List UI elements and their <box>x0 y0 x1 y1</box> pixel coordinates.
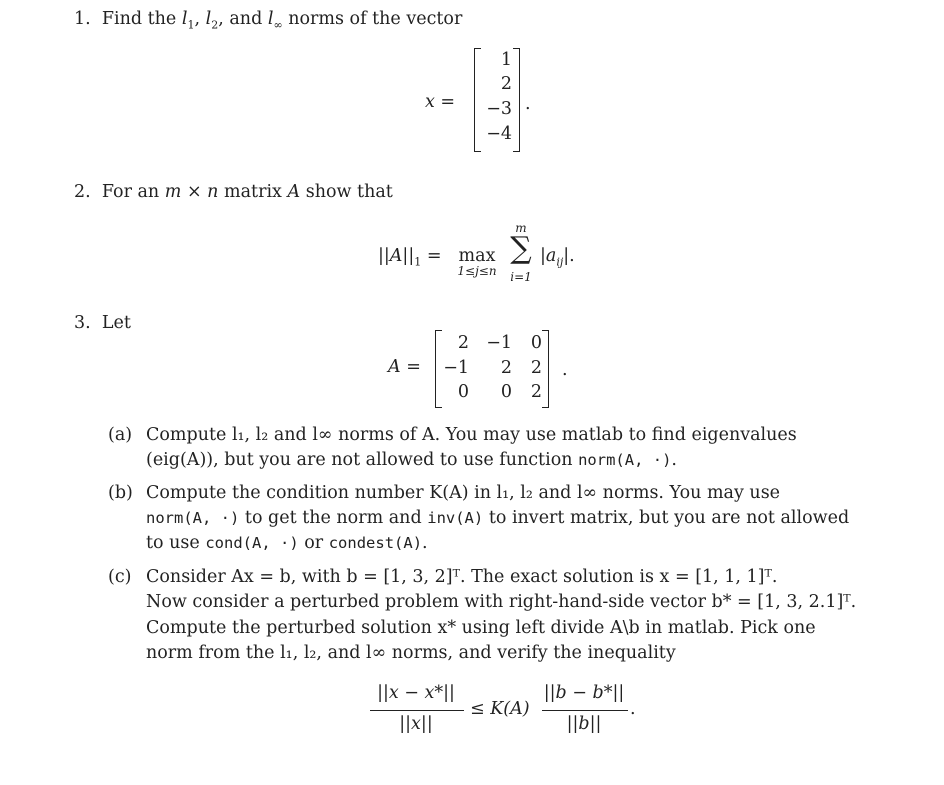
part-a-line1: Compute l₁, l₂ and l∞ norms of A. You may use matlab to find eigenvalues <box>146 425 797 445</box>
period: . <box>562 360 568 380</box>
matrix-cell: 0 <box>500 382 512 402</box>
part-a-label: (a) <box>108 425 133 445</box>
matrix-lhs: A = <box>388 357 421 377</box>
matrix-cell: −1 <box>486 333 512 353</box>
matrix-cell: 2 <box>500 358 512 378</box>
problem-number: 1. <box>74 9 91 29</box>
period: . <box>630 699 636 719</box>
part-c-label: (c) <box>108 567 132 587</box>
vector-entry: 2 <box>500 74 512 94</box>
problem-number: 3. <box>74 313 91 333</box>
part-b-line3: to use cond(A, ·) or condest(A). <box>146 533 428 553</box>
part-b-label: (b) <box>108 483 133 503</box>
fraction-denominator: ||x|| <box>399 714 433 734</box>
matrix-cell: 2 <box>530 358 542 378</box>
part-c-line3: Compute the perturbed solution x* using left divide A\b in matlab. Pick one <box>146 618 816 638</box>
part-a-line2: (eig(A)), but you are not allowed to use function norm(A, ·). <box>146 450 677 470</box>
matrix-cell: 2 <box>457 333 469 353</box>
matrix-cell: 0 <box>457 382 469 402</box>
part-c-line4: norm from the l₁, l₂, and l∞ norms, and verify the inequality <box>146 643 676 663</box>
vector-entry: −4 <box>486 124 512 144</box>
problem-number: 2. <box>74 182 91 202</box>
problem-2-text: 2. For an m × n matrix A show that <box>74 182 393 202</box>
vector-entry: −3 <box>486 99 512 119</box>
fraction-numerator: ||b − b*|| <box>543 683 625 703</box>
problem-1-text: 1. Find the $l_1$, $l_2$, and $l_\infty$ norms of the vector <box>74 9 463 32</box>
matrix-cell: 2 <box>530 382 542 402</box>
part-b-line2: norm(A, ·) to get the norm and inv(A) to invert matrix, but you are not allowed <box>146 508 850 528</box>
part-b-line1: Compute the condition number K(A) in l₁, l₂ and l∞ norms. You may use <box>146 483 781 503</box>
vector-lhs: x = <box>425 92 456 112</box>
matrix-cell: −1 <box>443 358 469 378</box>
fraction-numerator: ||x − x*|| <box>377 683 455 703</box>
matrix-cell: 0 <box>530 333 542 353</box>
vector-entry: 1 <box>500 50 512 70</box>
inequality-sign: ≤ K(A) <box>470 699 530 719</box>
sum-symbol: ∑ <box>510 231 532 266</box>
period: . <box>525 94 531 114</box>
part-c-line2: Now consider a perturbed problem with right-hand-side vector b* = [1, 3, 2.1]ᵀ. <box>146 592 857 612</box>
part-c-line1: Consider Ax = b, with b = [1, 3, 2]ᵀ. The exact solution is x = [1, 1, 1]ᵀ. <box>146 567 778 587</box>
problem-3-text: 3. Let <box>74 313 131 333</box>
fraction-denominator: ||b|| <box>566 714 602 734</box>
max-operator: max <box>458 246 496 266</box>
